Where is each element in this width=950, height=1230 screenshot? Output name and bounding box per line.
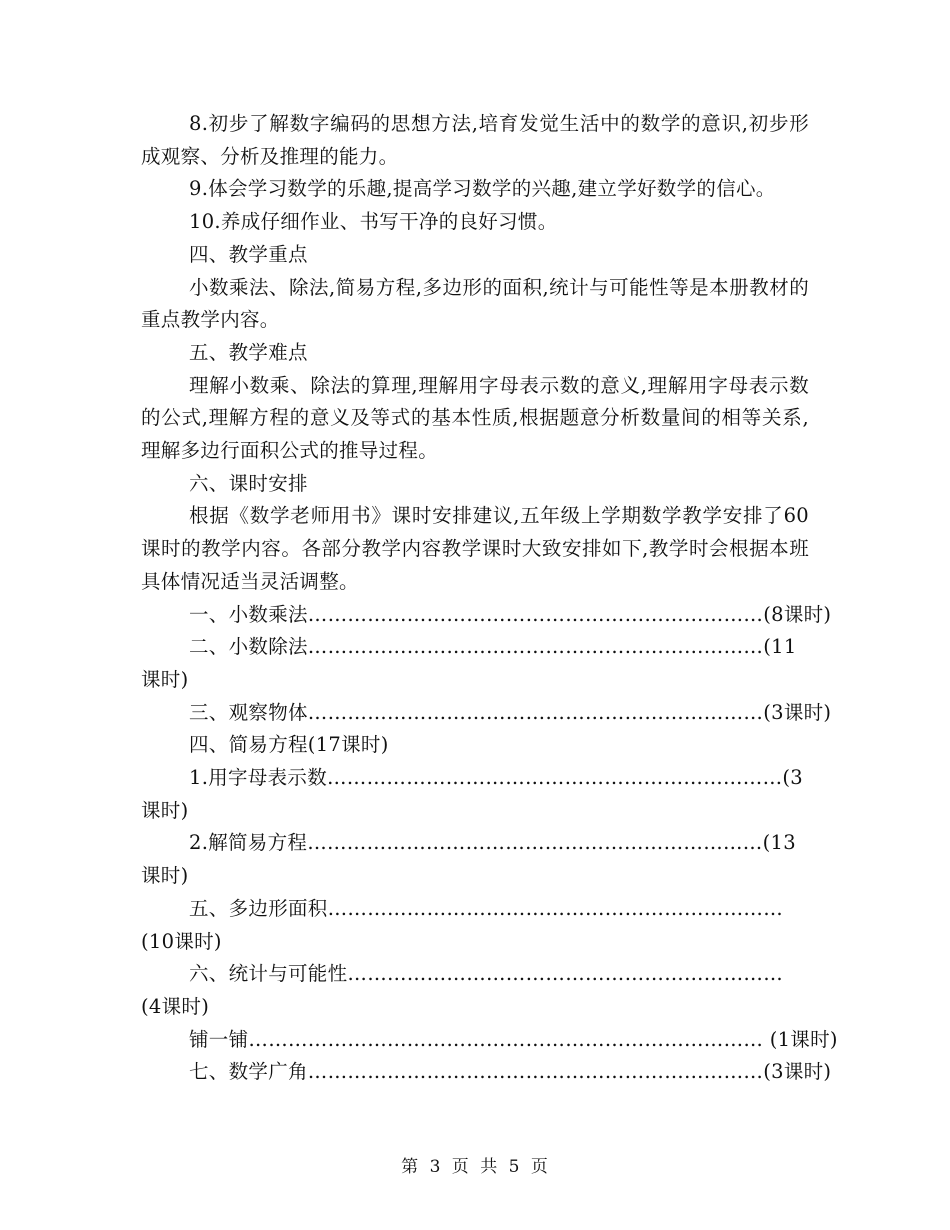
toc-item-math-wide-angle: 七、数学广角……………………………………………………………(3课时) — [189, 1060, 832, 1084]
teaching-focus-text: 小数乘法、除法,简易方程,多边形的面积,统计与可能性等是本册教材的重点教学内容。 — [141, 275, 809, 332]
toc-item-observing-objects: 三、观察物体……………………………………………………………(3课时) — [189, 700, 832, 724]
objective-10: 10.养成仔细作业、书写干净的良好习惯。 — [189, 210, 558, 234]
toc-item-letters-as-numbers: 1.用字母表示数……………………………………………………………(3课时) — [141, 766, 804, 822]
toc-item-simple-equations: 四、简易方程(17课时) — [189, 733, 389, 757]
toc-item-solving-equations: 2.解简易方程……………………………………………………………(13课时) — [141, 831, 796, 888]
schedule-intro: 根据《数学老师用书》课时安排建议,五年级上学期数学教学安排了60课时的教学内容。各部分教学内容教学课时大致安排如下,教学时会根据本班具体情况适当灵活调整。 — [141, 504, 809, 593]
heading-teaching-difficulty: 五、教学难点 — [189, 340, 308, 364]
objective-9: 9.体会学习数学的乐趣,提高学习数学的兴趣,建立学好数学的信心。 — [189, 177, 776, 201]
heading-teaching-focus: 四、教学重点 — [189, 242, 308, 266]
toc-item-decimal-division: 二、小数除法……………………………………………………………(11课时) — [141, 635, 797, 691]
toc-item-tiling: 铺一铺…………………………………………………………………… (1课时) — [189, 1027, 838, 1051]
toc-item-decimal-multiplication: 一、小数乘法……………………………………………………………(8课时) — [189, 602, 832, 626]
objective-8: 8.初步了解数字编码的思想方法,培育发觉生活中的数学的意识,初步形成观察、分析及推理的能力。 — [141, 112, 809, 168]
heading-schedule: 六、课时安排 — [189, 471, 308, 495]
toc-item-statistics-probability: 六、统计与可能性………………………………………………………… (4课时) — [141, 962, 783, 1018]
toc-item-polygon-area: 五、多边形面积…………………………………………………………… (10课时) — [141, 896, 783, 953]
page-body — [141, 108, 838, 1089]
teaching-difficulty-text: 理解小数乘、除法的算理,理解用字母表示数的意义,理解用字母表示数的公式,理解方程的意义及等式的基本性质,根据题意分析数量间的相等关系,理解多边行面积公式的推导过程。 — [141, 373, 809, 463]
page-footer: 第 3 页 共 5 页 — [401, 1157, 549, 1177]
